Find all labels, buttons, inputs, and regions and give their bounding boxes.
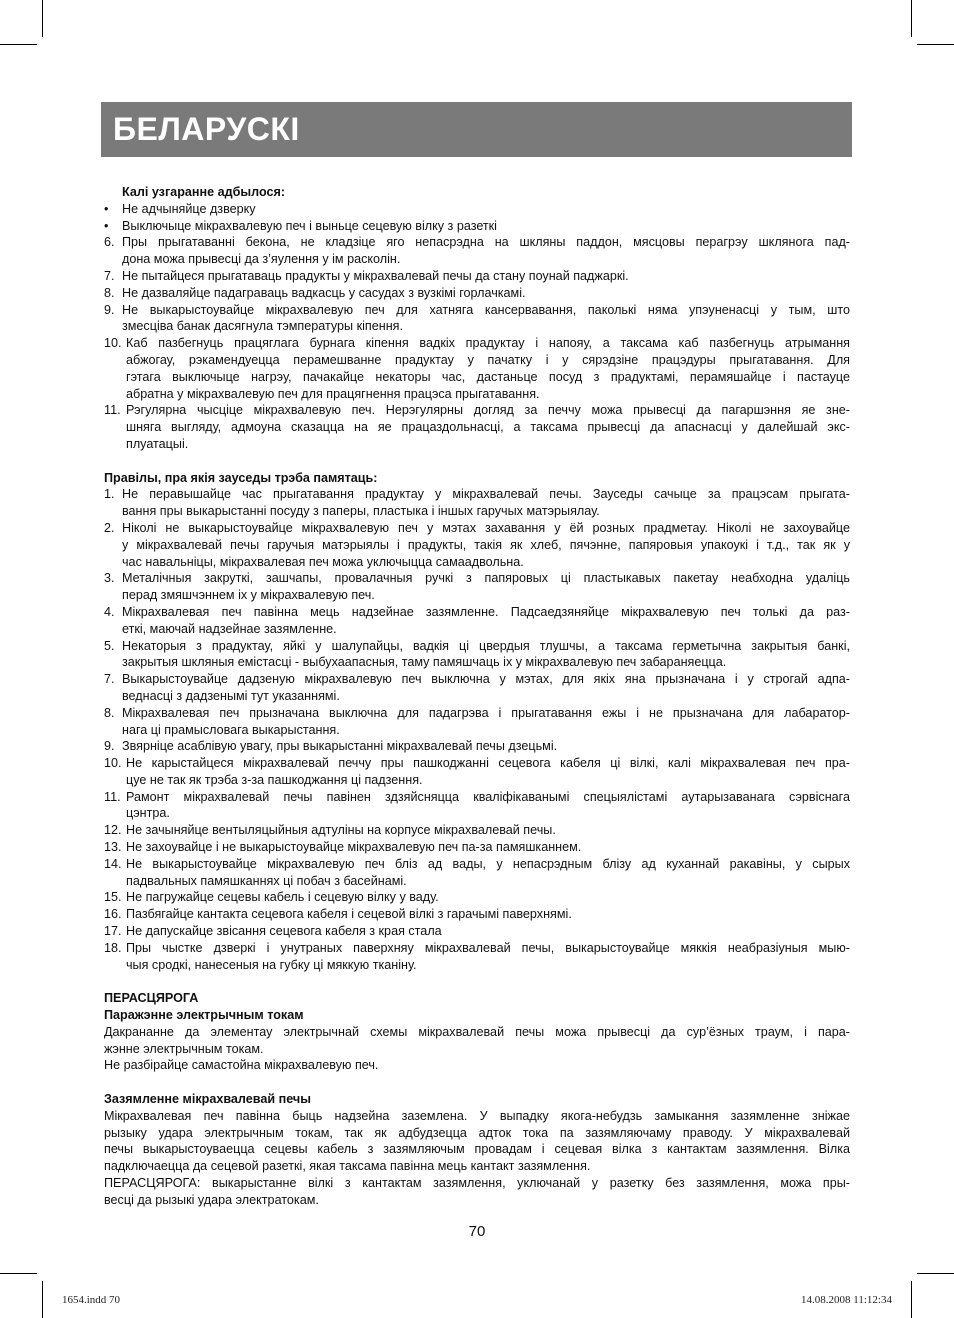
list-item — [104, 789, 850, 823]
page-number: 70 — [468, 1223, 486, 1240]
item-number: 7. — [104, 672, 115, 687]
crop-mark — [917, 44, 954, 45]
item-number: 6. — [104, 235, 115, 250]
item-number: 11. — [104, 789, 121, 804]
list-item — [104, 570, 850, 604]
item-number: 3. — [104, 571, 115, 586]
list-item — [104, 822, 850, 839]
shock-title: Паражэнне электрычным токам — [104, 1008, 304, 1023]
item-line: Рэгулярна чысціце мікрахвалевую печ. Нерэгулярны догляд за печчу можа прывесці да пагаршэння яе зне- — [126, 403, 850, 418]
item-text — [126, 335, 850, 402]
item-number: 1. — [104, 487, 115, 502]
item-line: Не выкарыстоувайце мікрахвалевую печ бліз ад вады, у непасрэдным блізу ад куханнай ракавіны, у сырых — [126, 856, 850, 871]
paragraph-line: Дакрананне да элементау электрычнай схемы мікрахвалевай печы можа прывесці да сур’ёзных траум, і пара- — [104, 1024, 850, 1039]
item-line: цуе не так як трэба з-за пашкоджання ці падзення. — [126, 772, 423, 787]
item-line: Не выкарыстоувайце мікрахвалевую печ для хатняга кансервавання, паколькі няма упэуненасці у тым, што — [122, 302, 850, 317]
item-number: 5. — [104, 638, 115, 653]
footer-file: 1654.indd 70 — [62, 1294, 121, 1306]
paragraph-line: печы выкарыстоуваецца сецевы кабель з зазямляючым провадам і сецевая вілка з кантактам зазямлення. Вілка — [104, 1142, 850, 1157]
item-line: Не дазваляйце падаграваць вадкасць у сасудах з вузкімі горлачкамі. — [122, 285, 526, 300]
item-text — [122, 302, 850, 336]
item-line: плуатацыі. — [126, 436, 189, 451]
document-body — [104, 184, 850, 1209]
item-line: Звярніце асаблівую увагу, пры выкарыстанні мікрахвалевай печы дзецьмі. — [122, 739, 558, 754]
item-number: 16. — [104, 907, 122, 922]
list-item — [104, 940, 850, 974]
item-line: цэнтра. — [126, 806, 170, 821]
page-title: БЕЛАРУСКІ — [113, 111, 300, 147]
item-line: абжогау, рэкамендуецца перамешванне прадуктау у пачатку і у сярэдзіне працэдуры прыгатавання. Для — [126, 352, 850, 367]
item-line: Каб пазбегнуць працяглага бурнага кіпення вадкіх прадуктау і напояу, а таксама каб пазбегнуць атрымання — [126, 336, 850, 351]
item-number: 7. — [104, 268, 115, 283]
list-item — [104, 906, 850, 923]
item-line: закрытыя шкляныя емістасці - выбухаапасныя, таму памяшчаць іх у мікрахвалевую печ забараняецца. — [122, 655, 727, 670]
list-item — [104, 218, 850, 235]
item-line: дона можа прывесці да з’яулення у ім расколін. — [122, 252, 401, 267]
warning-title: ПЕРАСЦЯРОГА — [104, 991, 199, 1006]
item-text — [122, 486, 850, 520]
list-item — [104, 923, 850, 940]
crop-mark — [0, 1273, 37, 1274]
list-item — [104, 705, 850, 739]
bullet-text: Не адчыняйце дзверку — [122, 201, 256, 216]
section-title-rules: Правілы, пра якія зауседы трэба памятаць: — [104, 470, 378, 485]
paragraph-line: весці да рызыкі удара электратокам. — [104, 1192, 319, 1207]
item-line: шняга выгляду, адмоуна сказацца на яе працаздольнасці, а таксама прывесці да апаснасці у далейшай экс- — [126, 420, 850, 435]
paragraph-line: ПЕРАСЦЯРОГА: выкарыстанне вілкі з кантактам зазямлення, уключанай у разетку без зазямлення, можа пры- — [104, 1176, 850, 1191]
item-text — [122, 738, 850, 755]
item-line: гэтага выключыце нагрэу, пачакайце некаторы час, дастаньце посуд з прадуктамі, перамяшайце і пастауце — [126, 369, 850, 384]
item-text — [126, 755, 850, 789]
list-item — [104, 402, 850, 452]
list-item — [104, 201, 850, 218]
bullet: • — [104, 201, 109, 216]
list-item — [104, 234, 850, 268]
item-number: 2. — [104, 520, 115, 535]
item-line: Не пагружайце сецевы кабель і сецевую вілку у ваду. — [126, 890, 439, 905]
item-line: Не дапускайце звісання сецевога кабеля з края стала — [126, 924, 442, 939]
paragraph-line: рызыку удара электрычным токам, так як адбудзецца адток тока па зазямляючаму праводу. У мікрахвалевай — [104, 1125, 850, 1140]
item-line: Пры прыгатаванні бекона, не кладзіце яго непасрэдна на шкляны паддон, мясцовы перагрэу шклянога пад- — [122, 235, 850, 250]
item-line: Не захоувайце і не выкарыстоувайце мікрахвалевую печ па-за памяшканнем. — [126, 840, 582, 855]
item-line: змесціва банак дасягнула тэмпературы кіпення. — [122, 319, 403, 334]
item-line: еткі, маючай надзейнае зазямленне. — [122, 621, 337, 636]
item-text — [122, 671, 850, 705]
crop-mark — [911, 0, 912, 37]
item-line: у мікрахвалевай печы гаручыя матэрыялы і прадукты, такія як хлеб, пячэнне, папяровыя упакоукі і т.д., так як у — [122, 537, 850, 552]
item-text — [126, 789, 850, 823]
item-number: 13. — [104, 840, 122, 855]
list-item — [104, 486, 850, 520]
item-text — [126, 889, 850, 906]
language-header-banner — [101, 102, 852, 157]
crop-mark — [911, 1281, 912, 1318]
item-number: 10. — [104, 756, 122, 771]
list-item — [104, 671, 850, 705]
item-number: 9. — [104, 302, 115, 317]
item-number: 9. — [104, 739, 115, 754]
item-line: падвальных памяшканнях ці побач з басейнамі. — [126, 873, 407, 888]
item-text — [122, 520, 850, 570]
list-item — [104, 604, 850, 638]
item-line: Не пытайцеся прыгатаваць прадукты у мікрахвалевай печы да стану поунай паджаркі. — [122, 268, 629, 283]
item-number: 17. — [104, 924, 122, 939]
item-line: Не зачыняйце вентыляцыйныя адтуліны на корпусе мікрахвалевай печы. — [126, 823, 556, 838]
item-number: 15. — [104, 890, 122, 905]
crop-mark — [42, 1281, 43, 1318]
item-number: 18. — [104, 940, 122, 955]
list-item — [104, 520, 850, 570]
item-line: нага ці прамысловага выкарыстання. — [122, 722, 340, 737]
item-line: Рамонт мікрахвалевай печы павінен здзяйсняцца кваліфікаванымі спецыялістамі аутарызаванага сэрвіснага — [126, 789, 850, 804]
list-item — [104, 839, 850, 856]
item-line: абратна у мікрахвалевую печ для працягнення працэса прыгатавання. — [126, 386, 540, 401]
item-number: 4. — [104, 604, 115, 619]
footer-datetime: 14.08.2008 11:12:34 — [801, 1294, 892, 1306]
item-number: 14. — [104, 856, 122, 871]
item-text — [122, 285, 850, 302]
list-item — [104, 268, 850, 285]
bullet-text: Выключыце мікрахвалевую печ і выньце сецевую вілку з разеткі — [122, 218, 497, 233]
item-number: 8. — [104, 285, 115, 300]
item-line: Металічныя закруткі, зашчапы, провалачныя ручкі з папяровых ці пластыкавых пакетау неабходна удаліць — [122, 571, 850, 586]
item-text — [122, 570, 850, 604]
list-item — [104, 856, 850, 890]
list-item — [104, 738, 850, 755]
item-line: Не карыстайцеся мікрахвалевай печчу пры пашкоджанні сецевога кабеля ці вілкі, калі мікрахвалевая печ пра- — [126, 756, 850, 771]
item-text — [122, 638, 850, 672]
item-line: Не перавышайце час прыгатавання прадуктау у мікрахвалевай печы. Зауседы сачыце за працэсам прыгата- — [122, 487, 850, 502]
item-line: час навальніцы, мікрахвалевая печ можа уключыцца самаадвольна. — [122, 554, 524, 569]
paragraph-line: жэнне электрычным токам. — [104, 1041, 264, 1056]
item-line: вання пры выкарыстанні посуду з паперы, пластыка і іншых гаручых матэрыялау. — [122, 504, 600, 519]
crop-mark — [0, 44, 37, 45]
item-line: Выкарыстоувайце дадзеную мікрахвалевую печ выключна у мэтах, для якіх яна прызначана і у строгай адпа- — [122, 672, 850, 687]
item-line: Пры чыстке дзверкі і унутраных паверхняу мікрахвалевай печы, выкарыстоувайце мяккія неабразіуныя мыю- — [126, 940, 850, 955]
item-line: Мікрахвалевая печ павінна мець надзейнае зазямленне. Падсаедзяняйце мікрахвалевую печ толькі да раз- — [122, 604, 850, 619]
ground-title: Зазямленне мікрахвалевай печы — [104, 1092, 311, 1107]
list-item — [104, 285, 850, 302]
item-text — [126, 402, 850, 452]
list-item — [104, 755, 850, 789]
item-text — [126, 923, 850, 940]
item-number: 12. — [104, 823, 122, 838]
list-item — [104, 889, 850, 906]
item-line: веднасці з дадзенымі тут указаннямі. — [122, 688, 340, 703]
paragraph-line: падключаецца да сецевой разеткі, якая таксама павінна мець кантакт зазямлення. — [104, 1159, 591, 1174]
item-text — [126, 940, 850, 974]
list-item — [104, 638, 850, 672]
item-text — [126, 822, 850, 839]
item-text — [126, 839, 850, 856]
list-item — [104, 302, 850, 336]
item-text — [122, 705, 850, 739]
item-number: 10. — [104, 336, 122, 351]
item-text — [122, 234, 850, 268]
item-number: 11. — [104, 403, 121, 418]
item-line: Некаторыя з прадуктау, яйкі у шалупайцы, вадкія ці цвердыя тлушчы, а таксама герметычна закрытыя банкі, — [122, 638, 850, 653]
item-text — [126, 856, 850, 890]
item-line: Ніколі не выкарыстоувайце мікрахвалевую печ у мэтах захавання у ёй розных прадметау. Ніколі не захоувайце — [122, 520, 850, 535]
item-line: чыя сродкі, нанесеныя на губку ці мяккую тканіну. — [126, 957, 417, 972]
item-line: Мікрахвалевая печ прызначана выключна для падагрэва і прыгатавання ежы і не прызначана для лабаратор- — [122, 705, 850, 720]
paragraph-line: Не разбірайце самастойна мікрахвалевую печ. — [104, 1058, 379, 1073]
item-line: Пазбягайце кантакта сецевога кабеля і сецевой вілкі з гарачымі паверхнямі. — [126, 907, 572, 922]
list-item — [104, 335, 850, 402]
item-text — [122, 268, 850, 285]
paragraph-line: Мікрахвалевая печ павінна быць надзейна заземлена. У выпадку якога-небудзь замыкання зазямленне зніжае — [104, 1108, 850, 1123]
bullet: • — [104, 218, 109, 233]
item-number: 8. — [104, 705, 115, 720]
crop-mark — [917, 1273, 954, 1274]
item-text — [126, 906, 850, 923]
item-text — [122, 604, 850, 638]
crop-mark — [42, 0, 43, 37]
item-line: перад змяшчэннем іх у мікрахвалевую печ. — [122, 588, 375, 603]
section-title-burning: Калі узгаранне адбылося: — [122, 185, 286, 199]
